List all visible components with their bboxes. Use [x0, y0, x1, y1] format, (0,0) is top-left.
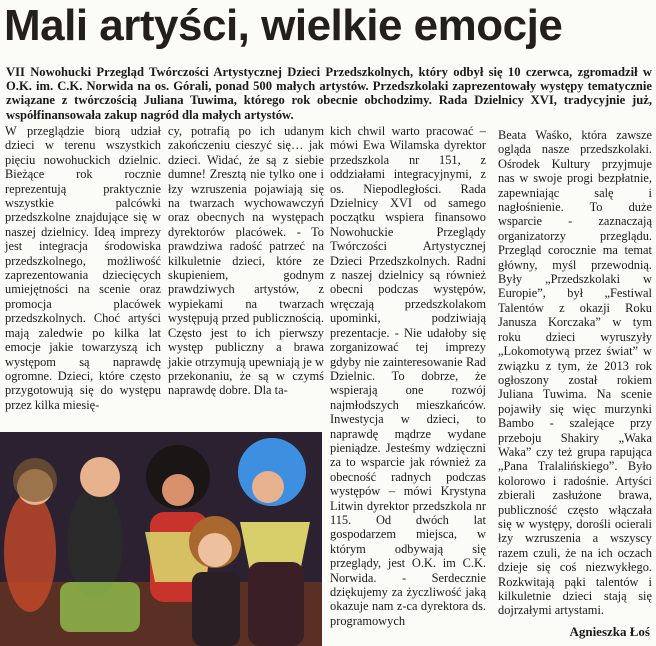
article-column-3: [330, 124, 486, 636]
dancer-center-left-head: [80, 457, 120, 497]
column-2-text: cy, potrafią po ich udanym zakończeniu cieszyć się… jak dzieci. Widać, że są z siebie dumne! Zresztą nie tylko one i łzy wzruszenia pojawiają się na twarzach wychowawczyń oraz obecnych na występach dyrektorów placówek. - To prawdziwa radość patrzeć na kilkuletnie dzieci, które ze skupieniem, godnym prawdziwych artystów, z wypiekami na twarzach występują przed publicznością. Często jest to ich pierwszy występ publiczny a brawa jakie otrzymują upewniają je w przekonaniu, że są w czymś naprawdę dobre. Dla ta-: [168, 124, 324, 398]
girl-dress: [192, 572, 240, 646]
black-wig-face: [162, 474, 194, 506]
dancer-left-hair: [13, 458, 57, 502]
grass-skirt-green: [60, 582, 140, 632]
girl-face: [198, 533, 232, 567]
dancer-center-left: [67, 487, 123, 597]
column-3-text: kich chwil warto pracować – mówi Ewa Wilamska dyrektor przedszkola nr 151, z oddziałami integracyjnymi, z os. Niepodległości. Rada Dzielnicy XVI od samego początku wspiera finansowo Nowohuckie Przeglądy Twórczości Artystycznej Dzieci Przedszkolnych. Radni z naszej dzielnicy są również obecni podczas występów, wręczają przedszkolakom upominki, podziwiają prezentacje. - Nie udałoby się zorganizować tej imprezy gdyby nie zainteresowanie Rad Dzielnic. To dobrze, że wspierają one rozwój najmłodszych mieszkańców. Inwestycja w dzieci, to naprawdę mądrze wydane pieniądze. Jesteśmy wdzięczni za to wsparcie jak również za obecność radnych podczas występów – mówi Krystyna Litwin dyrektor przedszkola nr 115. Od dwóch lat gospodarzem miejsca, w którym odbywają się przeglądy, jest O.K. im C.K. Norwida. - Serdecznie dziękujemy za życzliwość jaką okazuje nam z-ca dyrektora ds. programowych: [330, 124, 486, 628]
article-lead: VII Nowohucki Przegląd Twórczości Artystycznej Dzieci Przedszkolnych, który odbył się 10 czerwca, zgromadził w O.K. im. C.K. Norwida na os. Górali, ponad 500 małych artystów. Przedszkolaki zaprezentowały występy tematycznie związane z twórczością Juliana Tuwima, którego rok obecnie obchodzimy. Rada Dzielnicy XVI, tradycyjnie już, współfinansowała zakup nagród dla małych artystów.: [6, 65, 652, 122]
column-1-text: W przeglądzie biorą udział dzieci w terenu wszystkich pięciu nowohuckich dzielnic. Bieżące rok rocznie reprezentują praktycznie wszystkie palcówki przedszkolne znajdujące się w naszej dzielnicy. Ideą imprezy jest integracja środowiska przedszkolnego, możliwość zaprezentowania dziecięcych umiejętności na scenie oraz promocja placówek przedszkolnych. Choć artyści mają zaledwie po kilka lat emocje jakie towarzyszą ich występom są naprawdę ogromne. Dzieci, które często przygotowują się do występu przez kilka miesię-: [5, 124, 161, 412]
article-column-1: [5, 124, 161, 424]
dancer-left-blur: [4, 492, 56, 612]
article-column-4: [498, 128, 652, 636]
article-headline: Mali artyści, wielkie emocje: [4, 1, 563, 50]
photo-illustration: [0, 432, 322, 646]
article-author: Agnieszka Łoś: [569, 624, 650, 639]
blue-wig-body: [248, 562, 304, 646]
column-4-text: Beata Waśko, która zawsze ogląda nasze przedszkolaki. Ośrodek Kultury przyjmuje nas w swoje progi bezpłatnie, zapewniając salę i nagłośnienie. To duże wsparcie - zaznaczają organizatorzy przeglądu. Przegląd corocznie ma temat główny, myśl przewodnią. Były „Przedszkolaki w Europie”, był „Festiwal Talentów z okazji Roku Janusza Korczaka” w tym roku dzieci wyruszyły „Lokomotywą przez świat” w związku z tym, że 2013 rok ogłoszony został rokiem Juliana Tuwima. Na scenie pojawiły się więc murzynki Bambo - szalejące przy przeboju Shakiry „Waka Waka” czy też grupa rapująca „Pana Tralalińskiego”. Było kolorowo i radośnie. Artyści zbierali zasłużone brawa, publiczność często włączała się w występy, dorośli ocierali łzy wzruszenia a wszyscy razem czuli, że na ich oczach dzieje się coś niezwykłego. Rozkwitają pąki talentów i kilkuletnie dzieci stają się dojrzałymi artystami.: [498, 128, 652, 618]
article-photo: [0, 432, 322, 646]
article-column-2: [168, 124, 324, 424]
blue-wig-face: [252, 471, 284, 503]
